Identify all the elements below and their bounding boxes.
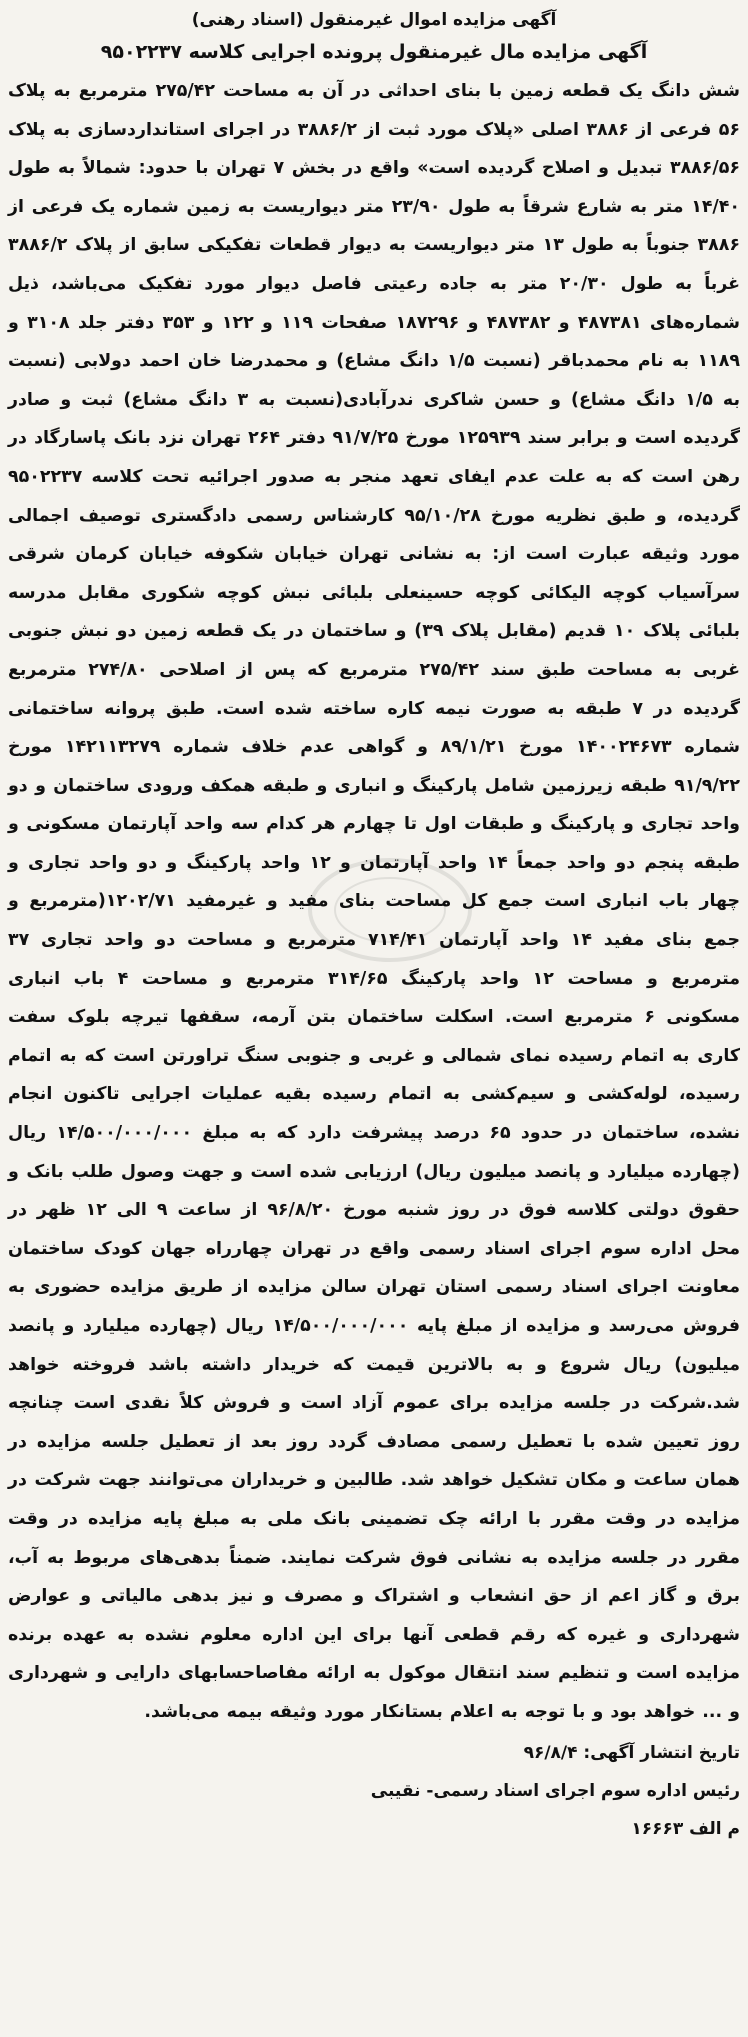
publish-date: تاریخ انتشار آگهی: ۹۶/۸/۴	[523, 1742, 740, 1763]
reference-number: م الف ۱۶۶۶۳	[631, 1818, 740, 1839]
notice-subtitle: آگهی مزایده مال غیرمنقول پرونده اجرایی کلاسه ۹۵۰۲۲۳۷	[100, 41, 648, 63]
notice-title: آگهی مزایده اموال غیرمنقول (اسناد رهنی)	[191, 10, 557, 30]
notice-footer	[8, 1734, 740, 1848]
notice-body: شش دانگ یک قطعه زمین با بنای احداثی در آن به مساحت ۲۷۵/۴۲ مترمربع به پلاک ۵۶ فرعی از ۳۸۸۶ اصلی «پلاک مورد ثبت از ۳۸۸۶/۲ در اجرای استانداردسازی به پلاک ۳۸۸۶/۵۶ تبدیل و اصلاح گردیده است» واقع در بخش ۷ تهران با حدود: شمالاً به طول ۱۴/۴۰ متر به شارع شرقاً به طول ۲۳/۹۰ متر دیواریست به زمین شماره یک فرعی از ۳۸۸۶ جنوباً به طول ۱۳ متر دیواریست به دیوار قطعات تفکیکی سابق از پلاک ۳۸۸۶/۲ غرباً به طول ۲۰/۳۰ متر به جاده رعیتی فاصل دیوار مورد تفکیک می‌باشد، ذیل شماره‌های ۴۸۷۳۸۱ و ۴۸۷۳۸۲ و ۱۸۷۲۹۶ صفحات ۱۱۹ و ۱۲۲ و ۳۵۳ دفتر جلد ۳۱۰۸ و ۱۱۸۹ به نام محمدباقر (نسبت ۱/۵ دانگ مشاع) و محمدرضا خان احمد دولابی (نسبت به ۱/۵ دانگ مشاع) و حسن شاکری ندرآبادی(نسبت به ۳ دانگ مشاع) ثبت و صادر گردیده است و برابر سند ۱۲۵۹۳۹ مورخ ۹۱/۷/۲۵ دفتر ۲۶۴ تهران نزد بانک پاسارگاد در رهن است که به علت عدم ایفای تعهد منجر به صدور اجرائیه تحت کلاسه ۹۵۰۲۲۳۷ گردیده، و طبق نظریه مورخ ۹۵/۱۰/۲۸ کارشناس رسمی دادگستری توصیف اجمالی مورد وثیقه عبارت است از: به نشانی تهران خیابان شکوفه خیابان کرمان شرقی سرآسیاب کوچه الیکائی کوچه حسینعلی بلبائی نبش کوچه شکوری مقابل مدرسه بلبائی پلاک ۱۰ قدیم (مقابل پلاک ۳۹) و ساختمان در یک قطعه زمین دو نبش جنوبی غربی به مساحت طبق سند ۲۷۵/۴۲ مترمربع که پس از اصلاحی ۲۷۴/۸۰ مترمربع گردیده در ۷ طبقه به صورت نیمه کاره ساخته شده است. طبق پروانه ساختمانی شماره ۱۴۰۰۲۴۶۷۳ مورخ ۸۹/۱/۲۱ و گواهی عدم خلاف شماره ۱۴۲۱۱۳۲۷۹ مورخ ۹۱/۹/۲۲ طبقه زیرزمین شامل پارکینگ و انباری و طبقه همکف ورودی ساختمان و دو واحد تجاری و پارکینگ و طبقات اول تا چهارم هر کدام سه واحد آپارتمان مسکونی و طبقه پنجم دو واحد جمعاً ۱۴ واحد آپارتمان و ۱۲ واحد پارکینگ و دو واحد تجاری و چهار باب انباری است جمع کل مساحت بنای مفید و غیرمفید ۱۲۰۲/۷۱(مترمربع و جمع بنای مفید ۱۴ واحد آپارتمان ۷۱۴/۴۱ مترمربع و مساحت دو واحد تجاری ۳۷ مترمربع و مساحت ۱۲ واحد پارکینگ ۳۱۴/۶۵ مترمربع و مساحت ۴ باب انباری مسکونی ۶ مترمربع است. اسکلت ساختمان بتن آرمه، سقفها تیرچه بلوک سفت کاری به اتمام رسیده نمای شمالی و غربی و جنوبی سنگ تراورتن است که به اتمام رسیده، لوله‌کشی و سیم‌کشی به اتمام رسیده بقیه عملیات اجرایی تاکنون انجام نشده، ساختمان در حدود ۶۵ درصد پیشرفت دارد که به مبلغ ۱۴/۵۰۰/۰۰۰/۰۰۰ ریال (چهارده میلیارد و پانصد میلیون ریال) ارزیابی شده است و جهت وصول طلب بانک و حقوق دولتی کلاسه فوق در روز شنبه مورخ ۹۶/۸/۲۰ از ساعت ۹ الی ۱۲ ظهر در محل اداره سوم اجرای اسناد رسمی واقع در تهران چهارراه جهان کودک ساختمان معاونت اجرای اسناد رسمی استان تهران سالن مزایده از طریق مزایده حضوری به فروش می‌رسد و مزایده از مبلغ پایه ۱۴/۵۰۰/۰۰۰/۰۰۰ ریال (چهارده میلیارد و پانصد میلیون) ریال شروع و به بالاترین قیمت که خریدار داشته باشد فروخته خواهد شد.شرکت در جلسه مزایده برای عموم آزاد است و فروش کلاً نقدی است چنانچه روز تعیین شده با تعطیل رسمی مصادف گردد روز بعد از تعطیل جلسه مزایده در همان ساعت و مکان تشکیل خواهد شد. طالبین و خریداران می‌توانند جهت شرکت در مزایده در وقت مقرر با ارائه چک تضمینی بانک ملی به مبلغ پایه مزایده در وقت مقرر در جلسه مزایده به نشانی فوق شرکت نمایند. ضمناً بدهی‌های مربوط به آب، برق و گاز اعم از حق انشعاب و اشتراک و مصرف و نیز بدهی مالیاتی و عوارض شهرداری و غیره که رقم قطعی آنها برای این اداره معلوم نشده به عهده برنده مزایده است و تنظیم سند انتقال موکول به ارائه مفاصاحسابهای دارایی و شهرداری و ... خواهد بود و با توجه به اعلام بستانکار مورد وثیقه بیمه می‌باشد.	[8, 81, 741, 1722]
signature-line: رئیس اداره سوم اجرای اسناد رسمی- نقیبی	[370, 1780, 740, 1801]
notice-header	[8, 6, 740, 70]
